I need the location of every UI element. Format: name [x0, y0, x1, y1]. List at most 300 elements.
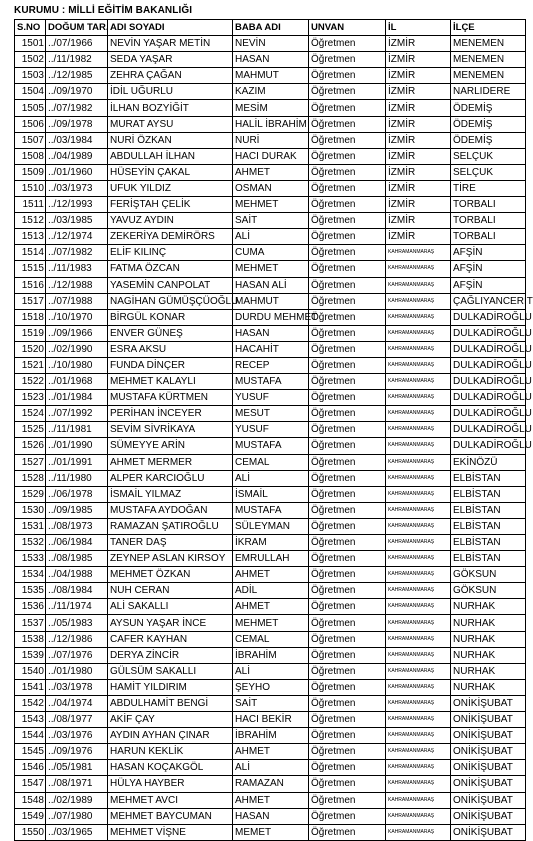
cell-sno: 1523: [15, 390, 46, 406]
cell-district: ELBİSTAN: [451, 470, 526, 486]
cell-birthdate: ../11/1974: [46, 599, 108, 615]
cell-sno: 1548: [15, 792, 46, 808]
cell-name: YAVUZ AYDIN: [108, 213, 233, 229]
cell-title: Öğretmen: [309, 760, 386, 776]
cell-province: KAHRAMANMARAŞ: [386, 277, 451, 293]
cell-birthdate: ../11/1981: [46, 422, 108, 438]
cell-title: Öğretmen: [309, 309, 386, 325]
table-row: [15, 84, 526, 100]
cell-sno: 1522: [15, 374, 46, 390]
cell-sno: 1519: [15, 325, 46, 341]
cell-title: Öğretmen: [309, 180, 386, 196]
cell-district: TORBALI: [451, 213, 526, 229]
cell-father-name: İKRAM: [233, 535, 309, 551]
cell-birthdate: ../07/1982: [46, 100, 108, 116]
cell-father-name: RECEP: [233, 357, 309, 373]
cell-title: Öğretmen: [309, 148, 386, 164]
cell-province: İZMİR: [386, 164, 451, 180]
cell-province: KAHRAMANMARAŞ: [386, 615, 451, 631]
cell-district: ÖDEMİŞ: [451, 132, 526, 148]
cell-name: MEHMET VİŞNE: [108, 824, 233, 840]
cell-title: Öğretmen: [309, 502, 386, 518]
table-row: [15, 36, 526, 52]
cell-province: KAHRAMANMARAŞ: [386, 454, 451, 470]
cell-father-name: MEHMET: [233, 197, 309, 213]
cell-sno: 1512: [15, 213, 46, 229]
cell-title: Öğretmen: [309, 245, 386, 261]
table-row: [15, 245, 526, 261]
table-row: [15, 583, 526, 599]
cell-name: FUNDA DİNÇER: [108, 357, 233, 373]
table-row: [15, 454, 526, 470]
cell-title: Öğretmen: [309, 647, 386, 663]
cell-district: ONİKİŞUBAT: [451, 695, 526, 711]
cell-name: NURİ ÖZKAN: [108, 132, 233, 148]
cell-sno: 1534: [15, 567, 46, 583]
table-row: [15, 744, 526, 760]
table-row: [15, 599, 526, 615]
cell-province: KAHRAMANMARAŞ: [386, 679, 451, 695]
cell-father-name: CUMA: [233, 245, 309, 261]
cell-sno: 1550: [15, 824, 46, 840]
cell-birthdate: ../01/1968: [46, 374, 108, 390]
cell-father-name: ALİ: [233, 760, 309, 776]
cell-birthdate: ../11/1982: [46, 52, 108, 68]
cell-sno: 1543: [15, 712, 46, 728]
table-row: [15, 422, 526, 438]
cell-district: ONİKİŞUBAT: [451, 792, 526, 808]
cell-sno: 1508: [15, 148, 46, 164]
cell-father-name: CEMAL: [233, 454, 309, 470]
cell-district: MENEMEN: [451, 36, 526, 52]
personnel-table: [14, 19, 533, 841]
cell-district: DULKADİROĞLU: [451, 325, 526, 341]
cell-name: NAGİHAN GÜMÜŞÇÜOĞLU: [108, 293, 233, 309]
cell-sno: 1515: [15, 261, 46, 277]
cell-birthdate: ../02/1990: [46, 341, 108, 357]
cell-name: HASAN KOÇAKGÖL: [108, 760, 233, 776]
cell-district: NURHAK: [451, 631, 526, 647]
cell-birthdate: ../12/1985: [46, 68, 108, 84]
cell-birthdate: ../04/1974: [46, 695, 108, 711]
cell-title: Öğretmen: [309, 36, 386, 52]
cell-district: EKİNÖZÜ: [451, 454, 526, 470]
cell-title: Öğretmen: [309, 261, 386, 277]
cell-title: Öğretmen: [309, 277, 386, 293]
cell-name: FATMA ÖZCAN: [108, 261, 233, 277]
cell-birthdate: ../12/1988: [46, 277, 108, 293]
cell-province: KAHRAMANMARAŞ: [386, 535, 451, 551]
cell-father-name: MUSTAFA: [233, 374, 309, 390]
table-row: [15, 567, 526, 583]
cell-province: KAHRAMANMARAŞ: [386, 390, 451, 406]
table-row: [15, 52, 526, 68]
cell-father-name: MESİM: [233, 100, 309, 116]
cell-birthdate: ../03/1978: [46, 679, 108, 695]
cell-title: Öğretmen: [309, 470, 386, 486]
cell-name: İLHAN BOZYİĞİT: [108, 100, 233, 116]
cell-province: KAHRAMANMARAŞ: [386, 551, 451, 567]
cell-district: SELÇUK: [451, 164, 526, 180]
cell-district: TORBALI: [451, 229, 526, 245]
table-row: [15, 551, 526, 567]
cell-birthdate: ../08/1977: [46, 712, 108, 728]
cell-title: Öğretmen: [309, 631, 386, 647]
table-row: [15, 712, 526, 728]
cell-district: ELBİSTAN: [451, 551, 526, 567]
cell-sno: 1546: [15, 760, 46, 776]
cell-sno: 1545: [15, 744, 46, 760]
cell-father-name: ADİL: [233, 583, 309, 599]
col-header-title: UNVAN: [309, 20, 386, 36]
table-row: [15, 148, 526, 164]
cell-title: Öğretmen: [309, 808, 386, 824]
cell-title: Öğretmen: [309, 824, 386, 840]
cell-title: Öğretmen: [309, 535, 386, 551]
cell-father-name: MUSTAFA: [233, 438, 309, 454]
cell-name: FERİŞTAH ÇELİK: [108, 197, 233, 213]
cell-father-name: NURİ: [233, 132, 309, 148]
cell-sno: 1501: [15, 36, 46, 52]
table-row: [15, 808, 526, 824]
cell-province: KAHRAMANMARAŞ: [386, 712, 451, 728]
cell-birthdate: ../02/1989: [46, 792, 108, 808]
cell-birthdate: ../09/1970: [46, 84, 108, 100]
cell-sno: 1540: [15, 663, 46, 679]
cell-title: Öğretmen: [309, 132, 386, 148]
cell-province: KAHRAMANMARAŞ: [386, 567, 451, 583]
cell-sno: 1549: [15, 808, 46, 824]
cell-district: ONİKİŞUBAT: [451, 712, 526, 728]
table-row: [15, 518, 526, 534]
cell-province: KAHRAMANMARAŞ: [386, 808, 451, 824]
cell-name: YASEMİN CANPOLAT: [108, 277, 233, 293]
cell-father-name: MEHMET: [233, 615, 309, 631]
cell-name: İSMAİL YILMAZ: [108, 486, 233, 502]
cell-name: MUSTAFA AYDOĞAN: [108, 502, 233, 518]
cell-sno: 1502: [15, 52, 46, 68]
cell-title: Öğretmen: [309, 615, 386, 631]
cell-title: Öğretmen: [309, 116, 386, 132]
cell-birthdate: ../03/1973: [46, 180, 108, 196]
cell-father-name: MEHMET: [233, 261, 309, 277]
cell-province: İZMİR: [386, 229, 451, 245]
cell-birthdate: ../07/1980: [46, 808, 108, 824]
cell-father-name: HASAN: [233, 52, 309, 68]
table-row: [15, 438, 526, 454]
cell-sno: 1507: [15, 132, 46, 148]
cell-father-name: NEVİN: [233, 36, 309, 52]
cell-father-name: AHMET: [233, 164, 309, 180]
cell-sno: 1539: [15, 647, 46, 663]
cell-title: Öğretmen: [309, 374, 386, 390]
cell-province: İZMİR: [386, 84, 451, 100]
col-header-father-name: BABA ADI: [233, 20, 309, 36]
cell-birthdate: ../04/1988: [46, 567, 108, 583]
cell-father-name: HASAN ALİ: [233, 277, 309, 293]
cell-father-name: AHMET: [233, 744, 309, 760]
cell-district: NURHAK: [451, 647, 526, 663]
table-row: [15, 341, 526, 357]
cell-father-name: RAMAZAN: [233, 776, 309, 792]
cell-name: ALİ SAKALLI: [108, 599, 233, 615]
cell-province: KAHRAMANMARAŞ: [386, 486, 451, 502]
cell-father-name: EMRULLAH: [233, 551, 309, 567]
cell-name: HÜSEYİN ÇAKAL: [108, 164, 233, 180]
cell-name: MUSTAFA KÜRTMEN: [108, 390, 233, 406]
cell-sno: 1537: [15, 615, 46, 631]
cell-title: Öğretmen: [309, 293, 386, 309]
table-row: [15, 631, 526, 647]
cell-sno: 1511: [15, 197, 46, 213]
cell-name: İDİL UĞURLU: [108, 84, 233, 100]
cell-father-name: HACAHİT: [233, 341, 309, 357]
cell-district: DULKADİROĞLU: [451, 374, 526, 390]
cell-birthdate: ../06/1978: [46, 486, 108, 502]
cell-name: SEDA YAŞAR: [108, 52, 233, 68]
cell-birthdate: ../10/1970: [46, 309, 108, 325]
cell-name: ZEHRA ÇAĞAN: [108, 68, 233, 84]
cell-district: DULKADİROĞLU: [451, 406, 526, 422]
cell-title: Öğretmen: [309, 551, 386, 567]
cell-title: Öğretmen: [309, 679, 386, 695]
cell-sno: 1504: [15, 84, 46, 100]
cell-name: NEVİN YAŞAR METİN: [108, 36, 233, 52]
cell-district: ELBİSTAN: [451, 502, 526, 518]
cell-father-name: HACI BEKİR: [233, 712, 309, 728]
cell-sno: 1526: [15, 438, 46, 454]
cell-name: AYSUN YAŞAR İNCE: [108, 615, 233, 631]
cell-title: Öğretmen: [309, 357, 386, 373]
cell-district: TORBALI: [451, 197, 526, 213]
table-row: [15, 663, 526, 679]
cell-name: TANER DAŞ: [108, 535, 233, 551]
cell-province: KAHRAMANMARAŞ: [386, 728, 451, 744]
table-row: [15, 180, 526, 196]
cell-title: Öğretmen: [309, 406, 386, 422]
cell-birthdate: ../03/1965: [46, 824, 108, 840]
cell-name: DERYA ZİNCİR: [108, 647, 233, 663]
cell-birthdate: ../03/1985: [46, 213, 108, 229]
cell-name: UFUK YILDIZ: [108, 180, 233, 196]
cell-birthdate: ../07/1976: [46, 647, 108, 663]
cell-sno: 1547: [15, 776, 46, 792]
cell-birthdate: ../07/1982: [46, 245, 108, 261]
cell-birthdate: ../01/1984: [46, 390, 108, 406]
cell-title: Öğretmen: [309, 583, 386, 599]
cell-title: Öğretmen: [309, 599, 386, 615]
cell-birthdate: ../03/1976: [46, 728, 108, 744]
col-header-birthdate: DOĞUM TAR.: [46, 20, 108, 36]
cell-father-name: AHMET: [233, 567, 309, 583]
cell-province: KAHRAMANMARAŞ: [386, 631, 451, 647]
cell-district: NURHAK: [451, 679, 526, 695]
cell-title: Öğretmen: [309, 213, 386, 229]
cell-name: HAMİT YILDIRIM: [108, 679, 233, 695]
cell-name: HARUN KEKLİK: [108, 744, 233, 760]
table-row: [15, 293, 526, 309]
cell-birthdate: ../09/1976: [46, 744, 108, 760]
cell-name: RAMAZAN ŞATIROĞLU: [108, 518, 233, 534]
cell-father-name: HACI DURAK: [233, 148, 309, 164]
cell-sno: 1527: [15, 454, 46, 470]
cell-district: DULKADİROĞLU: [451, 309, 526, 325]
table-row: [15, 679, 526, 695]
cell-sno: 1509: [15, 164, 46, 180]
cell-name: MEHMET AVCI: [108, 792, 233, 808]
cell-province: KAHRAMANMARAŞ: [386, 438, 451, 454]
cell-name: ALPER KARCIOĞLU: [108, 470, 233, 486]
cell-title: Öğretmen: [309, 52, 386, 68]
cell-province: İZMİR: [386, 100, 451, 116]
cell-province: İZMİR: [386, 116, 451, 132]
cell-district: DULKADİROĞLU: [451, 357, 526, 373]
cell-sno: 1530: [15, 502, 46, 518]
cell-name: CAFER KAYHAN: [108, 631, 233, 647]
cell-father-name: ALİ: [233, 663, 309, 679]
cell-title: Öğretmen: [309, 164, 386, 180]
cell-province: İZMİR: [386, 132, 451, 148]
cell-province: İZMİR: [386, 52, 451, 68]
cell-name: NUH CERAN: [108, 583, 233, 599]
cell-province: KAHRAMANMARAŞ: [386, 776, 451, 792]
cell-sno: 1506: [15, 116, 46, 132]
cell-father-name: MAHMUT: [233, 68, 309, 84]
cell-title: Öğretmen: [309, 567, 386, 583]
cell-birthdate: ../07/1988: [46, 293, 108, 309]
cell-father-name: OSMAN: [233, 180, 309, 196]
cell-title: Öğretmen: [309, 712, 386, 728]
cell-district: GÖKSUN: [451, 567, 526, 583]
cell-district: ELBİSTAN: [451, 535, 526, 551]
cell-sno: 1542: [15, 695, 46, 711]
cell-title: Öğretmen: [309, 744, 386, 760]
table-body: [15, 36, 533, 841]
cell-birthdate: ../08/1985: [46, 551, 108, 567]
cell-district: ÖDEMİŞ: [451, 116, 526, 132]
cell-name: AHMET MERMER: [108, 454, 233, 470]
cell-sno: 1513: [15, 229, 46, 245]
cell-father-name: AHMET: [233, 792, 309, 808]
cell-sno: 1520: [15, 341, 46, 357]
table-row: [15, 277, 526, 293]
cell-birthdate: ../05/1983: [46, 615, 108, 631]
cell-title: Öğretmen: [309, 776, 386, 792]
cell-sno: 1535: [15, 583, 46, 599]
table-row: [15, 502, 526, 518]
table-row: [15, 776, 526, 792]
cell-province: KAHRAMANMARAŞ: [386, 309, 451, 325]
cell-province: KAHRAMANMARAŞ: [386, 824, 451, 840]
col-header-province: İL: [386, 20, 451, 36]
cell-father-name: ALİ: [233, 229, 309, 245]
cell-title: Öğretmen: [309, 197, 386, 213]
table-row: [15, 486, 526, 502]
col-header-name: ADI SOYADI: [108, 20, 233, 36]
cell-title: Öğretmen: [309, 663, 386, 679]
table-row: [15, 68, 526, 84]
table-row: [15, 535, 526, 551]
cell-birthdate: ../06/1984: [46, 535, 108, 551]
cell-district: NURHAK: [451, 663, 526, 679]
cell-sno: 1503: [15, 68, 46, 84]
cell-father-name: İBRAHİM: [233, 647, 309, 663]
cell-title: Öğretmen: [309, 100, 386, 116]
cell-name: GÜLSÜM SAKALLI: [108, 663, 233, 679]
cell-birthdate: ../11/1983: [46, 261, 108, 277]
cell-name: ESRA AKSU: [108, 341, 233, 357]
cell-sno: 1531: [15, 518, 46, 534]
cell-sno: 1525: [15, 422, 46, 438]
cell-sno: 1514: [15, 245, 46, 261]
table-row: [15, 325, 526, 341]
cell-father-name: MEMET: [233, 824, 309, 840]
cell-district: NURHAK: [451, 599, 526, 615]
table-row: [15, 100, 526, 116]
cell-name: MEHMET BAYCUMAN: [108, 808, 233, 824]
cell-province: KAHRAMANMARAŞ: [386, 406, 451, 422]
cell-district: ONİKİŞUBAT: [451, 808, 526, 824]
cell-province: KAHRAMANMARAŞ: [386, 792, 451, 808]
cell-district: ONİKİŞUBAT: [451, 728, 526, 744]
table-row: [15, 615, 526, 631]
cell-name: ZEKERİYA DEMİRÖRS: [108, 229, 233, 245]
cell-province: KAHRAMANMARAŞ: [386, 583, 451, 599]
cell-province: İZMİR: [386, 68, 451, 84]
cell-father-name: ALİ: [233, 470, 309, 486]
cell-sno: 1532: [15, 535, 46, 551]
cell-father-name: YUSUF: [233, 422, 309, 438]
cell-father-name: AHMET: [233, 599, 309, 615]
cell-sno: 1521: [15, 357, 46, 373]
cell-province: KAHRAMANMARAŞ: [386, 760, 451, 776]
cell-title: Öğretmen: [309, 454, 386, 470]
cell-name: ABDULHAMİT BENGİ: [108, 695, 233, 711]
cell-district: GÖKSUN: [451, 583, 526, 599]
cell-title: Öğretmen: [309, 792, 386, 808]
cell-birthdate: ../12/1986: [46, 631, 108, 647]
cell-birthdate: ../01/1960: [46, 164, 108, 180]
cell-sno: 1516: [15, 277, 46, 293]
cell-name: ABDULLAH İLHAN: [108, 148, 233, 164]
cell-title: Öğretmen: [309, 229, 386, 245]
cell-district: MENEMEN: [451, 52, 526, 68]
cell-province: KAHRAMANMARAŞ: [386, 599, 451, 615]
table-row: [15, 760, 526, 776]
cell-province: KAHRAMANMARAŞ: [386, 663, 451, 679]
cell-sno: 1510: [15, 180, 46, 196]
cell-province: KAHRAMANMARAŞ: [386, 374, 451, 390]
table-row: [15, 309, 526, 325]
cell-province: İZMİR: [386, 180, 451, 196]
cell-district: ÇAĞLIYANCERİT: [451, 293, 526, 309]
cell-district: NURHAK: [451, 615, 526, 631]
col-header-district: İLÇE: [451, 20, 526, 36]
table-header-row: [15, 20, 526, 36]
cell-name: SEVİM SİVRİKAYA: [108, 422, 233, 438]
cell-district: ONİKİŞUBAT: [451, 760, 526, 776]
table-row: [15, 132, 526, 148]
cell-birthdate: ../01/1980: [46, 663, 108, 679]
cell-title: Öğretmen: [309, 390, 386, 406]
cell-name: BİRGÜL KONAR: [108, 309, 233, 325]
table-row: [15, 728, 526, 744]
cell-province: KAHRAMANMARAŞ: [386, 245, 451, 261]
cell-province: KAHRAMANMARAŞ: [386, 647, 451, 663]
cell-title: Öğretmen: [309, 422, 386, 438]
table-row: [15, 374, 526, 390]
cell-title: Öğretmen: [309, 518, 386, 534]
